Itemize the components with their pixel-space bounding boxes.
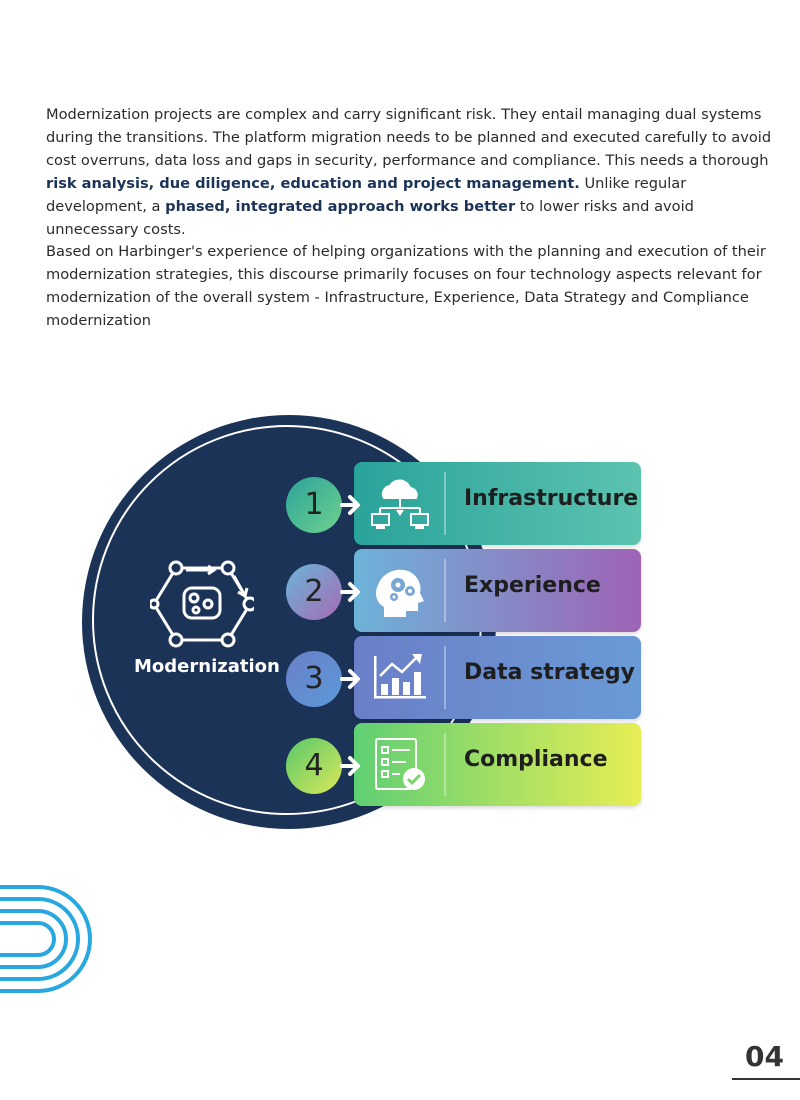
intro-emphasis-1: risk analysis, due diligence, education and project management. [46,175,580,192]
page-number-underline [732,1078,800,1080]
arrow-right-icon [340,580,364,604]
item-label: Experience [464,573,601,598]
intro-text: to lower risks and avoid unnecessary costs. [46,198,694,238]
item-card-infrastructure [354,462,641,545]
item-card-compliance [354,723,641,806]
intro-paragraph-1 [46,103,776,241]
intro-paragraph-2: Based on Harbinger's experience of helping organizations with the planning and execution of their modernization strategies, this discourse primarily focuses on four technology aspects relevant for modernization of the overall system - Infrastructure, Experience, Data Strategy and Compliance modernization [46,243,766,329]
intro-emphasis-2: phased, integrated approach works better [165,198,516,215]
intro-text: Modernization projects are complex and carry significant risk. They entail managing dual systems during the transitions. The platform migration needs to be planned and executed carefully to avoid cost overruns, data loss and gaps in security, performance and compliance. This needs a thorough [46,106,772,169]
modernization-cycle-icon [150,558,254,648]
card-divider [444,472,446,535]
item-number: 1 [286,477,342,533]
item-card-experience [354,549,641,632]
cloud-network-icon [370,476,430,532]
item-card-data-strategy [354,636,641,719]
item-label: Infrastructure [464,486,639,511]
checklist-icon [370,737,430,793]
arrow-right-icon [340,493,364,517]
head-gears-icon [370,563,430,619]
card-divider [444,646,446,709]
arrow-right-icon [340,667,364,691]
bar-chart-trend-icon [370,650,430,706]
center-label: Modernization [134,656,280,677]
item-label: Compliance [464,747,608,772]
item-number: 4 [286,738,342,794]
card-divider [444,559,446,622]
page-number: 04 [745,1040,784,1073]
item-number: 2 [286,564,342,620]
item-label: Data strategy [464,660,635,685]
intro-text: Unlike regular development, a [46,175,687,215]
arrow-right-icon [340,754,364,778]
harbinger-logo-icon [0,885,95,997]
card-divider [444,733,446,796]
item-number: 3 [286,651,342,707]
